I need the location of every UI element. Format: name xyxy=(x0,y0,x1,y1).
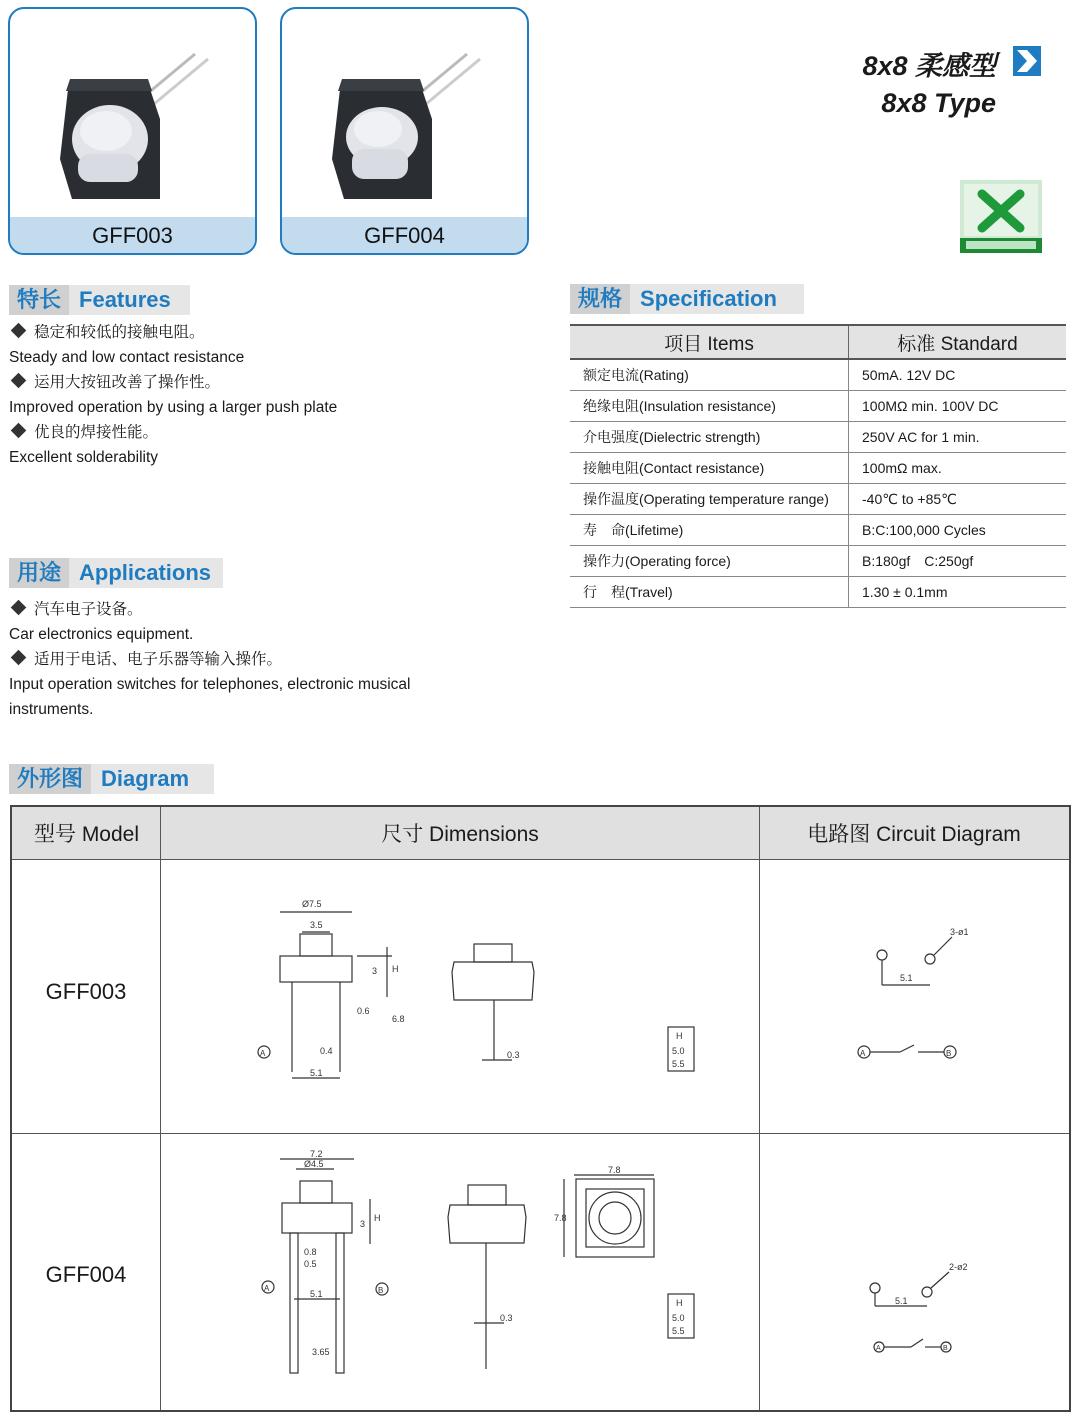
diagram-header: 外形图 Diagram xyxy=(9,764,214,794)
lead-free-icon xyxy=(960,180,1042,253)
pin-b: B xyxy=(378,1286,384,1295)
dim-tip: 3.65 xyxy=(312,1347,330,1357)
spec-value: 1.30 ± 0.1mm xyxy=(849,577,1067,608)
spec-value: 100mΩ max. xyxy=(849,453,1067,484)
list-item: Car electronics equipment. xyxy=(9,626,194,643)
circuit-hole: 2-ø2 xyxy=(949,1262,968,1272)
dim-len: 6.8 xyxy=(392,1014,405,1024)
pin-a: A xyxy=(260,1049,266,1058)
gff004-circuit-diagram xyxy=(857,1252,1037,1372)
list-item: 稳定和较低的接触电阻。 xyxy=(9,320,337,345)
circuit-pitch: 5.1 xyxy=(900,973,913,983)
gff003-dimension-drawing xyxy=(242,892,702,1092)
circuit-a: A xyxy=(876,1345,881,1352)
product-card-gff004 xyxy=(280,7,529,255)
ht-2: 5.5 xyxy=(672,1326,685,1336)
switch-photo xyxy=(10,9,257,220)
dim-h: H xyxy=(374,1213,381,1223)
list-item: 适用于电话、电子乐器等输入操作。 xyxy=(9,647,411,672)
list-item: Improved operation by using a larger push plate xyxy=(9,399,338,416)
gff003-circuit-diagram xyxy=(852,917,1032,1067)
dim-cap: 3.5 xyxy=(310,920,323,930)
dim-thk: 0.3 xyxy=(507,1050,520,1060)
col-dimensions: 尺寸 Dimensions xyxy=(161,807,759,860)
spec-value: B:C:100,000 Cycles xyxy=(849,515,1067,546)
ht-label: H xyxy=(676,1031,683,1041)
product-card-gff003 xyxy=(8,7,257,255)
dim-lead1: 0.8 xyxy=(304,1247,317,1257)
list-item: instruments. xyxy=(9,701,94,718)
dim-pitch: 5.1 xyxy=(310,1289,323,1299)
spec-value: B:180gf C:250gf xyxy=(849,546,1067,577)
list-item: Input operation switches for telephones, electronic musical xyxy=(9,676,411,693)
spec-value: -40℃ to +85℃ xyxy=(849,484,1067,515)
spec-item: 寿 命(Lifetime) xyxy=(570,515,849,546)
features-list xyxy=(9,320,337,470)
dim-sqv: 7.8 xyxy=(554,1213,567,1223)
spec-value: 100MΩ min. 100V DC xyxy=(849,391,1067,422)
dim-lead2: 0.5 xyxy=(304,1259,317,1269)
dim-pitch: 5.1 xyxy=(310,1068,323,1078)
applications-list xyxy=(9,597,411,722)
table-row xyxy=(570,359,1066,391)
dim-thk: 0.3 xyxy=(500,1313,513,1323)
ht-1: 5.0 xyxy=(672,1313,685,1323)
table-row xyxy=(570,515,1066,546)
product-label: GFF004 xyxy=(282,217,527,253)
dim-h1: 3 xyxy=(372,966,378,976)
dim-h: H xyxy=(392,964,399,974)
specification-header: 规格 Specification xyxy=(570,284,804,314)
switch-photo xyxy=(282,9,529,220)
dim-cap: Ø4.5 xyxy=(304,1159,324,1169)
pin-a: A xyxy=(264,1284,270,1293)
title-en: 8x8 Type xyxy=(881,88,996,118)
table-row xyxy=(570,453,1066,484)
spec-table xyxy=(570,324,1066,608)
spec-item: 额定电流(Rating) xyxy=(570,359,849,391)
table-row xyxy=(570,546,1066,577)
diagram-table xyxy=(10,805,1071,1412)
spec-item: 介电强度(Dielectric strength) xyxy=(570,422,849,453)
gff004-dimension-drawing xyxy=(242,1149,702,1389)
circuit-pitch: 5.1 xyxy=(895,1296,908,1306)
spec-item: 接触电阻(Contact resistance) xyxy=(570,453,849,484)
table-row xyxy=(570,577,1066,608)
model-gff003: GFF003 xyxy=(45,979,127,1004)
dim-sq: 7.8 xyxy=(608,1165,621,1175)
circuit-hole: 3-ø1 xyxy=(950,927,969,937)
table-row xyxy=(570,484,1066,515)
spec-value: 250V AC for 1 min. xyxy=(849,422,1067,453)
circuit-b: B xyxy=(946,1049,952,1058)
spec-value: 50mA. 12V DC xyxy=(849,359,1067,391)
ht-label: H xyxy=(676,1298,683,1308)
dim-h1: 3 xyxy=(360,1219,366,1229)
features-header: 特长 Features xyxy=(9,285,190,315)
ht-1: 5.0 xyxy=(672,1046,685,1056)
spec-item: 操作力(Operating force) xyxy=(570,546,849,577)
list-item: 优良的焊接性能。 xyxy=(9,420,337,445)
list-item: Steady and low contact resistance xyxy=(9,349,245,366)
product-label: GFF003 xyxy=(10,217,255,253)
ht-2: 5.5 xyxy=(672,1059,685,1069)
list-item: 运用大按钮改善了操作性。 xyxy=(9,370,337,395)
table-row xyxy=(570,391,1066,422)
model-gff004: GFF004 xyxy=(45,1262,127,1287)
list-item: 汽车电子设备。 xyxy=(9,597,411,622)
dim-width: 7.2 xyxy=(310,1149,323,1159)
circuit-a: A xyxy=(860,1049,866,1058)
spec-item: 绝缘电阻(Insulation resistance) xyxy=(570,391,849,422)
dim-lead: 0.6 xyxy=(357,1006,370,1016)
circuit-b: B xyxy=(943,1345,948,1352)
chevron-right-icon xyxy=(1013,46,1041,76)
dim-width: Ø7.5 xyxy=(302,899,322,909)
applications-header: 用途 Applications xyxy=(9,558,223,588)
table-row xyxy=(570,422,1066,453)
spec-col-standard: 标准 Standard xyxy=(849,325,1067,359)
col-model: 型号 Model xyxy=(12,807,161,860)
list-item: Excellent solderability xyxy=(9,449,159,466)
title-cn: 8x8 柔感型 xyxy=(862,51,996,81)
col-circuit: 电路图 Circuit Diagram xyxy=(759,807,1069,860)
spec-item: 行 程(Travel) xyxy=(570,577,849,608)
dim-pin: 0.4 xyxy=(320,1046,333,1056)
spec-item: 操作温度(Operating temperature range) xyxy=(570,484,849,515)
spec-col-items: 项目 Items xyxy=(570,325,849,359)
